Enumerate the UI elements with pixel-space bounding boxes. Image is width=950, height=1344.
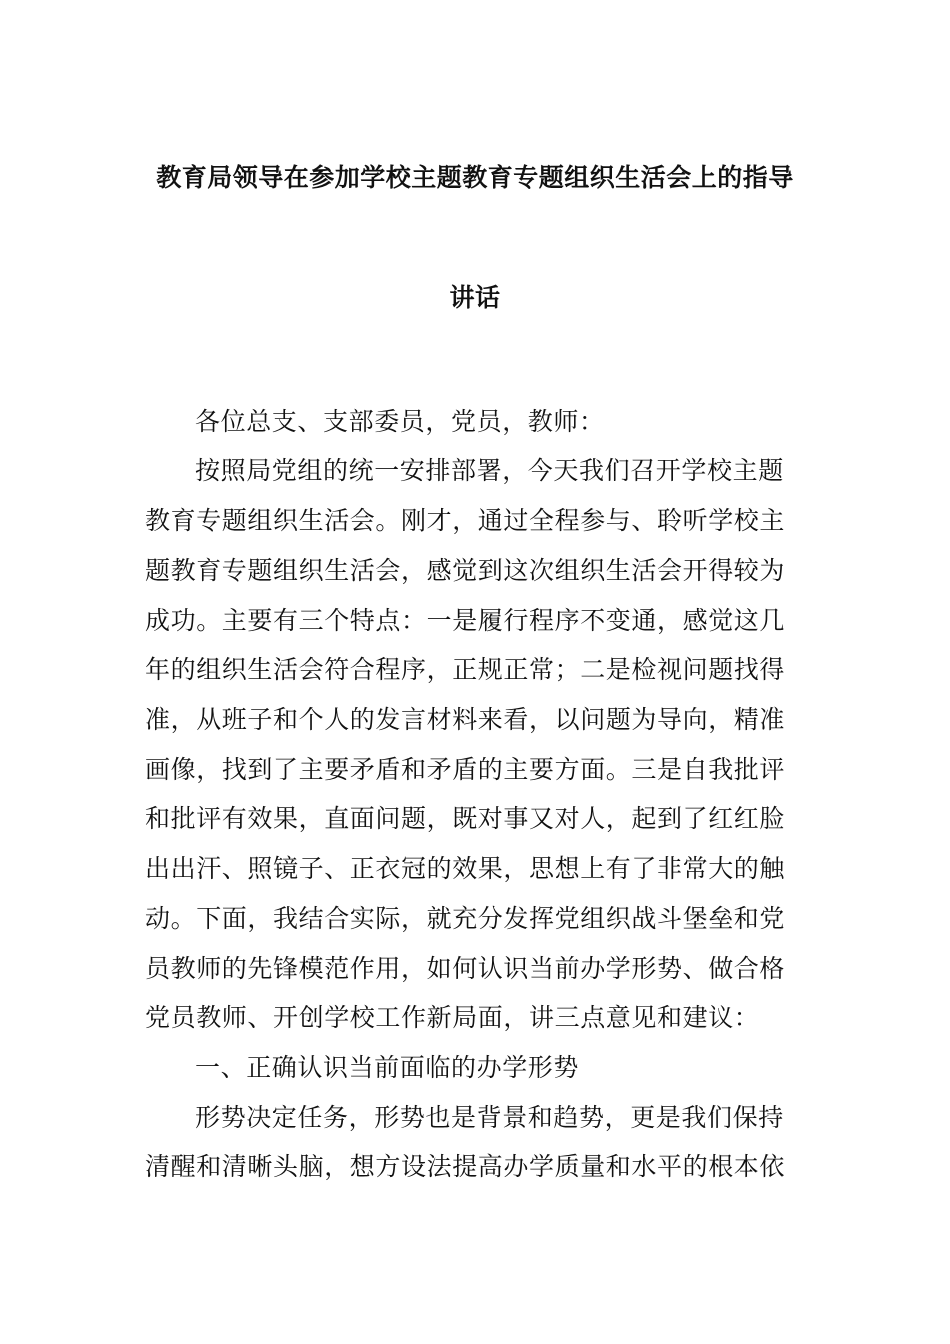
body-line: 年的组织生活会符合程序，正规正常；二是检视问题找得	[145, 655, 786, 684]
body-line: 员教师的先锋模范作用，如何认识当前办学形势、做合格	[145, 954, 786, 983]
body-line: 成功。主要有三个特点：一是履行程序不变通，感觉这几	[145, 606, 786, 635]
salutation-line: 各位总支、支部委员，党员，教师：	[195, 407, 605, 436]
body-line: 和批评有效果，直面问题，既对事又对人，起到了红红脸	[145, 804, 786, 833]
body-line: 教育专题组织生活会。刚才，通过全程参与、聆听学校主	[145, 506, 786, 535]
body-line: 形势决定任务，形势也是背景和趋势，更是我们保持	[195, 1103, 784, 1132]
body-line: 动。下面，我结合实际，就充分发挥党组织战斗堡垒和党	[145, 904, 786, 933]
document-title-line-2: 讲话	[449, 283, 501, 312]
section-heading: 一、正确认识当前面临的办学形势	[195, 1053, 580, 1082]
body-line: 准，从班子和个人的发言材料来看，以问题为导向，精准	[145, 705, 786, 734]
body-line: 党员教师、开创学校工作新局面，讲三点意见和建议：	[145, 1003, 760, 1032]
body-line: 出出汗、照镜子、正衣冠的效果，思想上有了非常大的触	[145, 854, 786, 883]
body-line: 题教育专题组织生活会，感觉到这次组织生活会开得较为	[145, 556, 786, 585]
body-line: 按照局党组的统一安排部署，今天我们召开学校主题	[195, 456, 784, 485]
document-title-line-1: 教育局领导在参加学校主题教育专题组织生活会上的指导	[156, 163, 794, 192]
body-line: 清醒和清晰头脑，想方设法提高办学质量和水平的根本依	[145, 1152, 786, 1181]
body-line: 画像，找到了主要矛盾和矛盾的主要方面。三是自我批评	[145, 755, 786, 784]
